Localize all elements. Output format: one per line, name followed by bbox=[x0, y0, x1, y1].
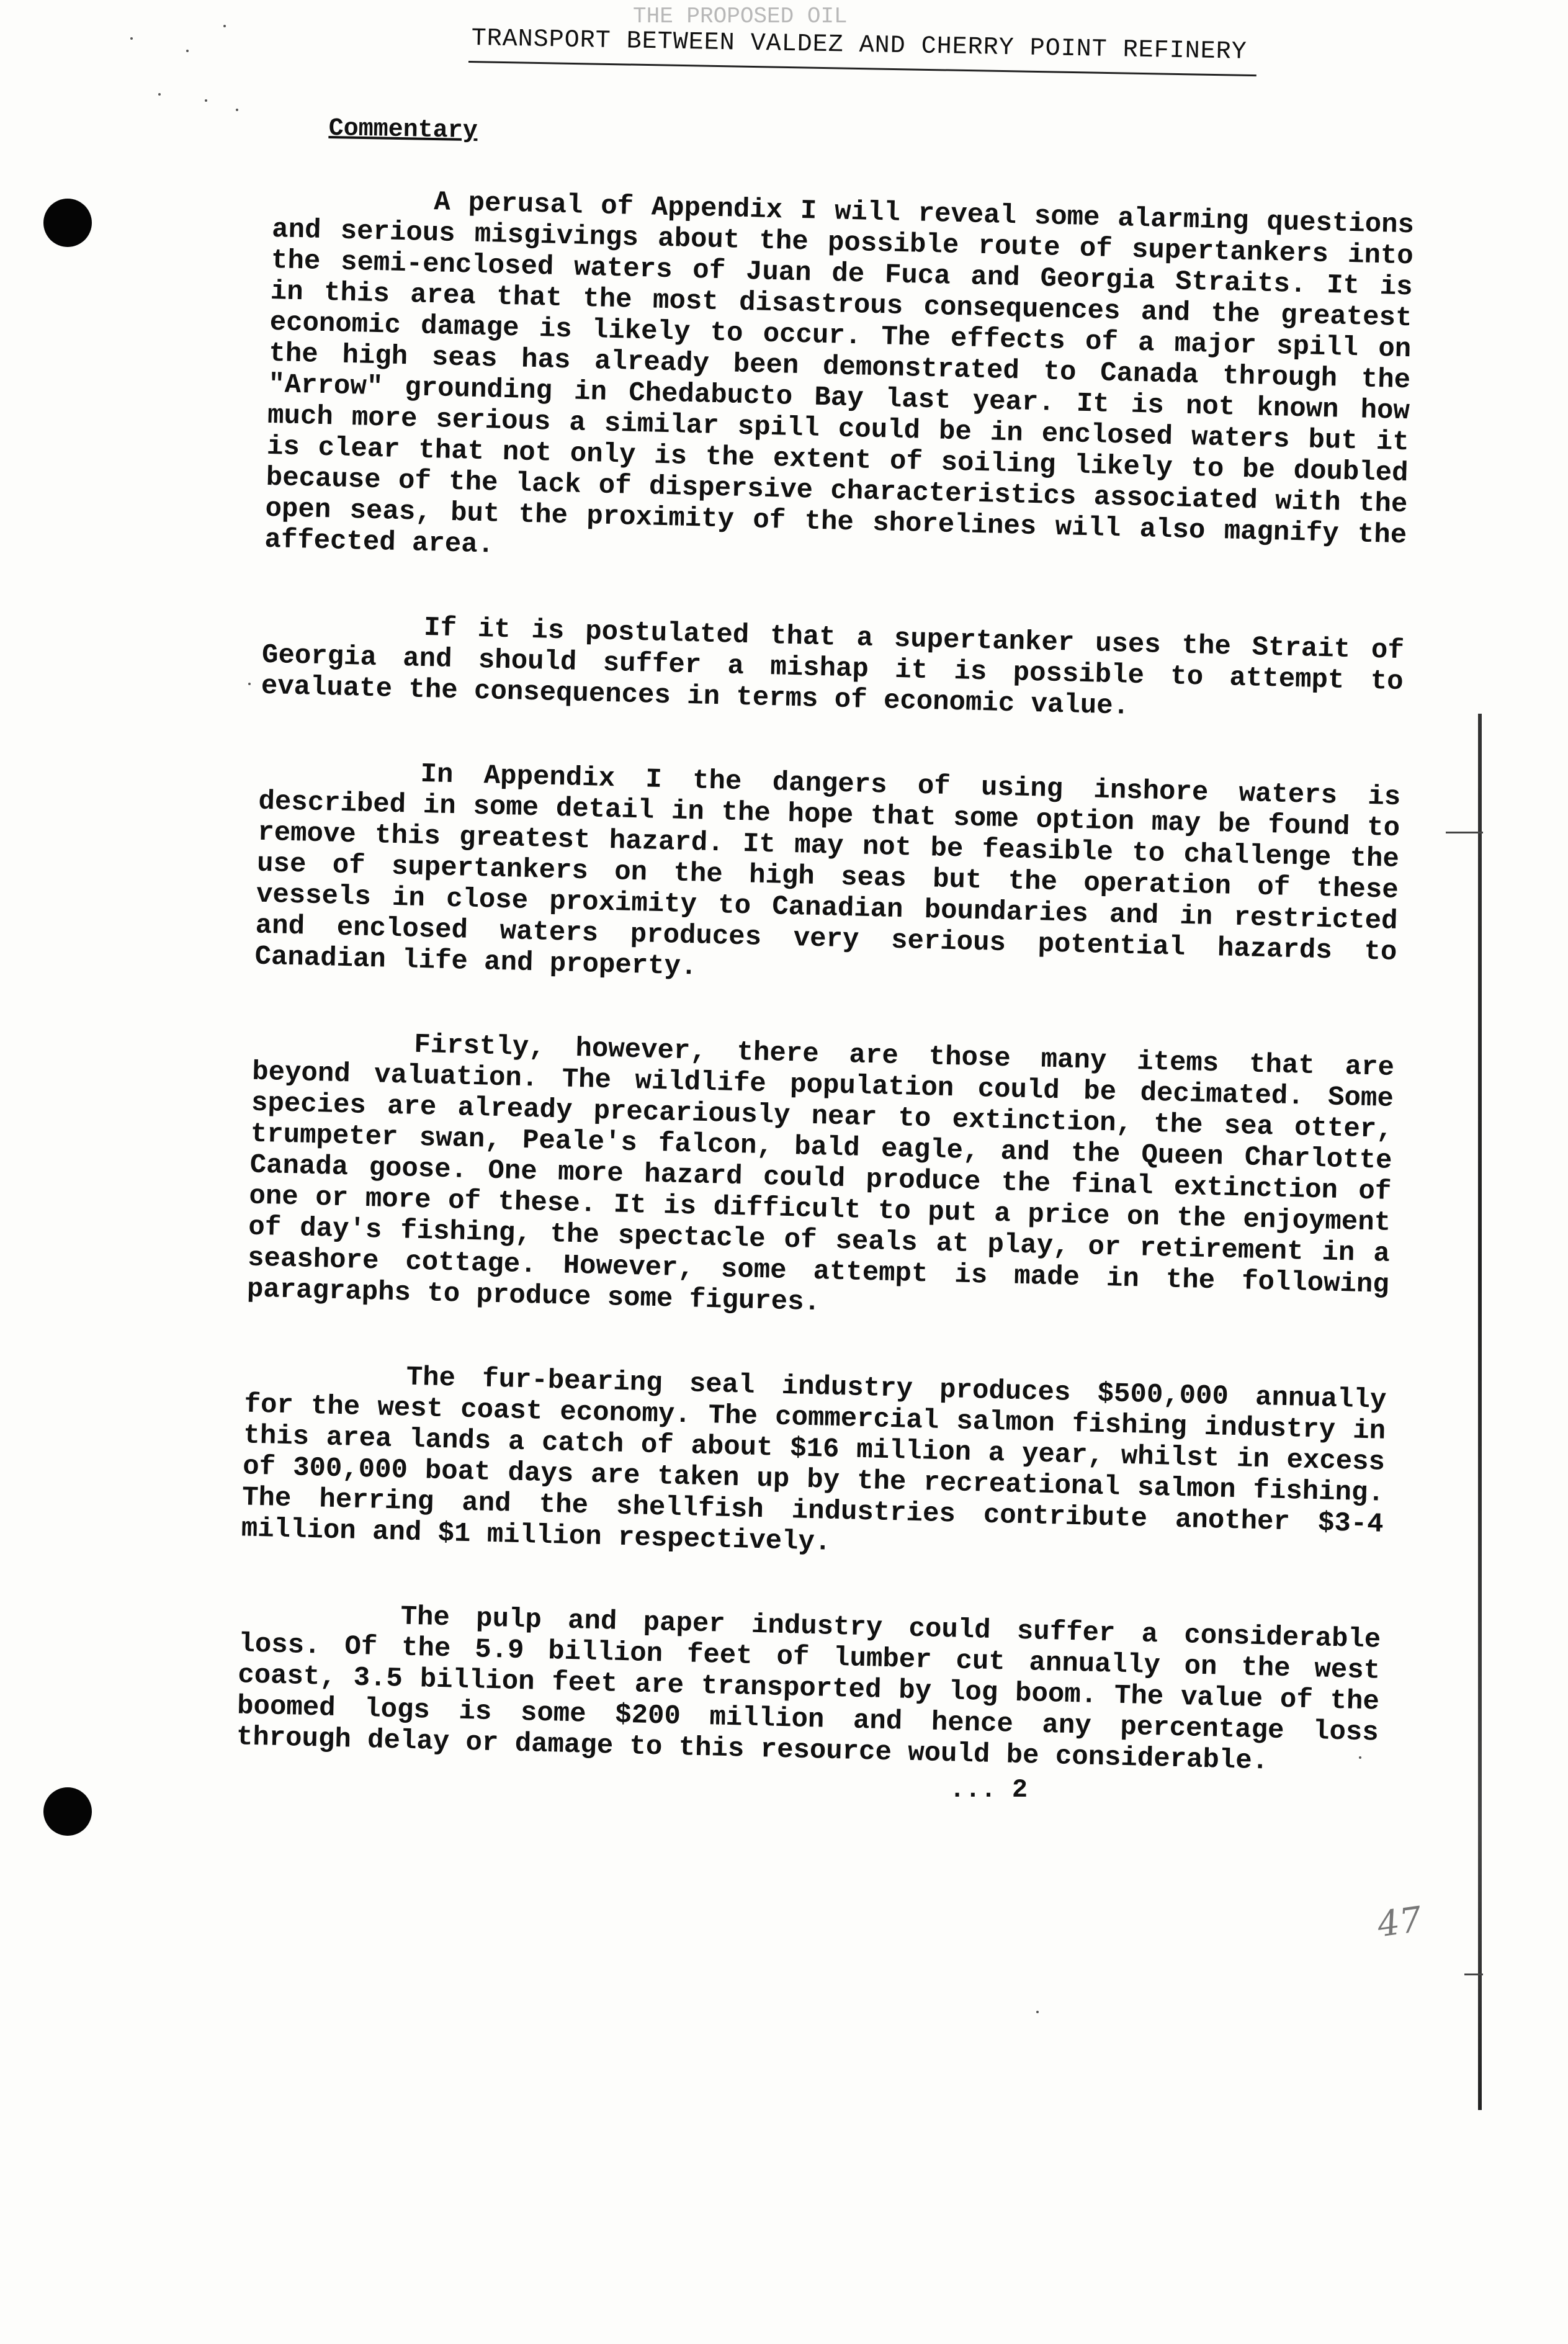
edge-mark bbox=[1446, 832, 1483, 833]
scan-speck bbox=[1036, 2011, 1039, 2013]
handwritten-note: 47 bbox=[1374, 1899, 1425, 1946]
scan-speck bbox=[186, 50, 189, 52]
page-number: ... 2 bbox=[949, 1775, 1028, 1805]
paragraph-6: The pulp and paper industry could suffer a considerable loss. Of the 5.9 billion feet of lumber cut annually on the west coast, 3.5 billion feet are transported by log boom. The value of the boomed logs is some $200 million and hence any percentage loss through delay or damage to this resource would be considerable. bbox=[236, 1601, 1381, 1777]
paragraph-3: In Appendix I the dangers of using inshore waters is described in some detail in the hope that some option may be found to remove this greatest hazard. It may not be feasible to challenge the use of supertankers on the high seas but the operation of these vessels in close proximity to Canadian boundaries and in restricted and enclosed waters produces very serious potential hazards to Canadian life and property. bbox=[254, 758, 1401, 983]
scan-speck bbox=[130, 37, 133, 40]
paragraph-2: If it is postulated that a supertanker uses the Strait of Georgia and should suffer a mishap it is possible to attempt to evaluate the consequences in terms of economic value. bbox=[261, 612, 1405, 722]
section-heading: Commentary bbox=[328, 115, 478, 146]
scan-speck bbox=[1359, 1756, 1361, 1759]
faint-header-text: THE PROPOSED OIL bbox=[633, 4, 848, 29]
scan-speck bbox=[223, 25, 226, 27]
scan-speck bbox=[205, 99, 207, 102]
edge-mark bbox=[1464, 1974, 1483, 1975]
document-title: TRANSPORT BETWEEN VALDEZ AND CHERRY POINT REFINERY bbox=[471, 25, 1248, 66]
punch-hole-top bbox=[43, 199, 92, 247]
scan-speck bbox=[158, 93, 161, 96]
paragraph-4: Firstly, however, there are those many items that are beyond valuation. The wildlife population could be decimated. Some species are already precariously near to extinction, the sea otter, trumpeter swan, Peale's falcon, bald eagle, and the Queen Charlotte Canada goose. One more hazard could produce the final extinction of one or more of these. It is difficult to put a price on the enjoyment of day's fishing, the spectacle of seals at play, or retirement in a seashore cottage. However, some attempt is made in the following paragraphs to produce some figures. bbox=[246, 1029, 1395, 1319]
paragraph-5: The fur-bearing seal industry produces $500,000 annually for the west coast economy. The commercial salmon fishing industry in this area lands a catch of about $16 million a year, whilst in excess of 300,000 boat days are taken up by the recreational salmon fishing. The herring and the shellfish industries contribute another $3-4 million and $1 million respectively. bbox=[241, 1362, 1387, 1558]
body-text bbox=[235, 183, 1414, 1833]
punch-hole-bottom bbox=[43, 1787, 92, 1836]
paragraph-1: A perusal of Appendix I will reveal some alarming questions and serious misgivings about the possible route of supertankers into the semi-enclosed waters of Juan de Fuca and Georgia Straits. It is in this area that the most disastrous consequences and the greatest economic damage is likely to occur. The effects of a major spill on the high seas has already been demonstrated to Canada through the "Arrow" grounding in Chedabucto Bay last year. It is not known how much more serious a similar spill could be in enclosed waters but it is clear that not only is the extent of soiling likely to be doubled because of the lack of dispersive characteristics associated with the open seas, but the proximity of the shorelines will also magnify the affected area. bbox=[264, 187, 1415, 561]
page-edge-line bbox=[1478, 714, 1482, 2110]
scan-speck bbox=[248, 683, 251, 685]
scan-speck bbox=[236, 109, 238, 111]
